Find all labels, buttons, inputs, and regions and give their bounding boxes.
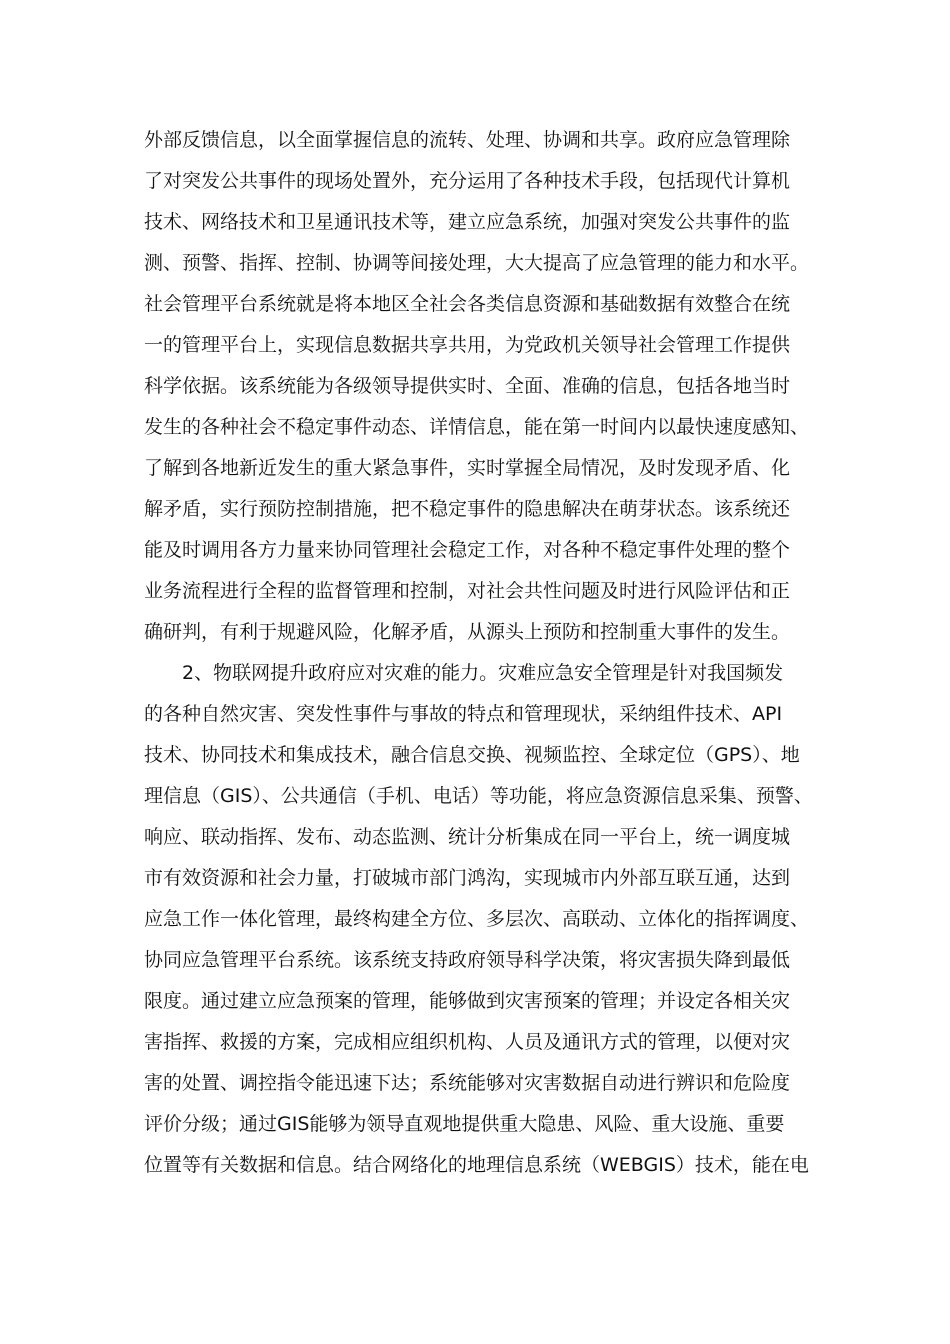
text-line: 解矛盾，实行预防控制措施，把不稳定事件的隐患解决在萌芽状态。该系统还 [144, 498, 791, 520]
text-line: 了解到各地新近发生的重大紧急事件，实时掌握全局情况，及时发现矛盾、化 [144, 457, 791, 479]
text-line: 测、预警、指挥、控制、协调等间接处理，大大提高了应急管理的能力和水平。 [144, 252, 810, 274]
text-line: 2、物联网提升政府应对灾难的能力。灾难应急安全管理是针对我国频发 [182, 662, 784, 684]
text-line: 发生的各种社会不稳定事件动态、详情信息，能在第一时间内以最快速度感知、 [144, 416, 810, 438]
text-line: 了对突发公共事件的现场处置外，充分运用了各种技术手段，包括现代计算机 [144, 170, 791, 192]
text-line: 技术、协同技术和集成技术，融合信息交换、视频监控、全球定位（GPS）、地 [144, 744, 800, 766]
text-line: 确研判，有利于规避风险，化解矛盾，从源头上预防和控制重大事件的发生。 [144, 621, 791, 643]
text-line: 社会管理平台系统就是将本地区全社会各类信息资源和基础数据有效整合在统 [144, 293, 791, 315]
text-line: 业务流程进行全程的监督管理和控制，对社会共性问题及时进行风险评估和正 [144, 580, 791, 602]
text-line: 响应、联动指挥、发布、动态监测、统计分析集成在同一平台上，统一调度城 [144, 826, 791, 848]
body-text [144, 120, 824, 1186]
text-line: 能及时调用各方力量来协同管理社会稳定工作，对各种不稳定事件处理的整个 [144, 539, 791, 561]
text-line: 害指挥、救援的方案，完成相应组织机构、人员及通讯方式的管理，以便对灾 [144, 1031, 791, 1053]
text-line: 技术、网络技术和卫星通讯技术等，建立应急系统，加强对突发公共事件的监 [144, 211, 791, 233]
text-line: 的各种自然灾害、突发性事件与事故的特点和管理现状，采纳组件技术、API [144, 703, 783, 725]
text-line: 科学依据。该系统能为各级领导提供实时、全面、准确的信息，包括各地当时 [144, 375, 791, 397]
text-line: 市有效资源和社会力量，打破城市部门鸿沟，实现城市内外部互联互通，达到 [144, 867, 791, 889]
text-line: 应急工作一体化管理，最终构建全方位、多层次、高联动、立体化的指挥调度、 [144, 908, 810, 930]
text-line: 一的管理平台上，实现信息数据共享共用，为党政机关领导社会管理工作提供 [144, 334, 791, 356]
text-line: 评价分级；通过GIS能够为领导直观地提供重大隐患、风险、重大设施、重要 [144, 1113, 785, 1135]
text-line: 害的处置、调控指令能迅速下达；系统能够对灾害数据自动进行辨识和危险度 [144, 1072, 791, 1094]
text-line: 限度。通过建立应急预案的管理，能够做到灾害预案的管理；并设定各相关灾 [144, 990, 791, 1012]
text-line: 位置等有关数据和信息。结合网络化的地理信息系统（WEBGIS）技术，能在电 [144, 1154, 809, 1176]
text-line: 协同应急管理平台系统。该系统支持政府领导科学决策，将灾害损失降到最低 [144, 949, 791, 971]
text-line: 外部反馈信息，以全面掌握信息的流转、处理、协调和共享。政府应急管理除 [144, 129, 791, 151]
text-line: 理信息（GIS）、公共通信（手机、电话）等功能，将应急资源信息采集、预警、 [144, 785, 813, 807]
